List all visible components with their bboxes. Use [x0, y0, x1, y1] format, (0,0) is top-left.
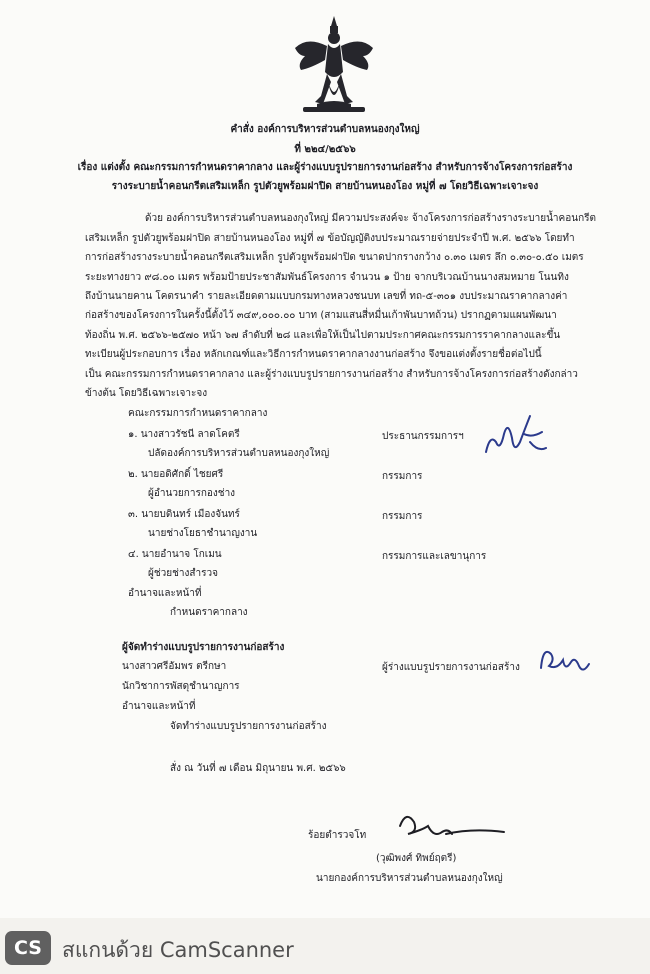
drafter-position: นักวิชาการพัสดุชำนาญการ	[122, 681, 240, 692]
body-line: เป็น คณะกรรมการกำหนดราคากลาง และผู้ร่างแบบรูปรายการงานก่อสร้าง สำหรับการจ้างโครงการก่อสร้างดังกล่าว	[85, 369, 578, 380]
body-line: ทะเบียนผู้ประกอบการ เรื่อง หลักเกณฑ์และวิธีการกำหนดราคากลางงานก่อสร้าง จึงขอแต่งตั้งรายชื่อต่อไปนี้	[85, 349, 542, 360]
member-position: นายช่างโยธาชำนาญงาน	[148, 528, 258, 539]
committee-heading: คณะกรรมการกำหนดราคากลาง	[128, 408, 268, 419]
order-subject-line2: รางระบายน้ำคอนกรีตเสริมเหล็ก รูปตัวยูพร้อมฝาปิด สายบ้านหนองโอง หมู่ที่ ๗ โดยวิธีเฉพาะเจาะจง	[111, 181, 539, 192]
member-name: ๓. นายบดินทร์ เมืองจันทร์	[128, 509, 240, 520]
garuda-emblem-icon	[293, 12, 375, 120]
chairman-signature	[480, 412, 552, 464]
body-line: ข้างต้น โดยวิธีเฉพาะเจาะจง	[85, 388, 208, 399]
drafter-duty-heading: อำนาจและหน้าที่	[122, 701, 196, 712]
body-line: ด้วย องค์การบริหารส่วนตำบลหนองกุงใหญ่ มีความประสงค์จะ จ้างโครงการก่อสร้างรางระบายน้ำคอนกรีต	[145, 213, 596, 224]
body-line: ท้องถิ่น พ.ศ. ๒๕๖๖-๒๕๗๐ หน้า ๖๗ ลำดับที่ ๒๘ และเพื่อให้เป็นไปตามประกาศคณะกรรมการราคากลางและขึ้น	[85, 330, 561, 341]
drafter-role: ผู้ร่างแบบรูปรายการงานก่อสร้าง	[382, 662, 520, 673]
member-position: ผู้อำนวยการกองช่าง	[148, 488, 236, 499]
body-line: การก่อสร้างรางระบายน้ำคอนกรีตเสริมเหล็ก รูปตัวยูพร้อมฝาปิด ขนาดปากรางกว้าง ๐.๓๐ เมตร ลึก ๐.๓๐-๐.๕๐ เมตร	[85, 252, 584, 263]
body-line: ถึงบ้านนายคาน โคตรนาคำ รายละเอียดตามแบบกรมทางหลวงชนบท เลขที่ ทถ-๕-๓๐๑ งบประมาณราคากลางค่า	[85, 291, 568, 302]
body-line: ก่อสร้างของโครงการในครั้งนี้ตั้งไว้ ๓๔๙,๐๐๐.๐๐ บาท (สามแสนสี่หมื่นเก้าพันบาทถ้วน) ปรากฏตามแผนพัฒนา	[85, 310, 557, 321]
order-date: สั่ง ณ วันที่ ๗ เดือน มิถุนายน พ.ศ. ๒๕๖๖	[170, 763, 346, 774]
order-subject-line1: เรื่อง แต่งตั้ง คณะกรรมการกำหนดราคากลาง และผู้ร่างแบบรูปรายการงานก่อสร้าง สำหรับการจ้างโครงการก่อสร้าง	[77, 162, 573, 173]
body-line: ระยะทางยาว ๙๘.๐๐ เมตร พร้อมป้ายประชาสัมพันธ์โครงการ จำนวน ๑ ป้าย จากบริเวณบ้านนางสมหมาย โนนทิง	[85, 272, 569, 283]
signer-name: (วุฒิพงศ์ ทิพย์ฤตรี)	[376, 853, 457, 864]
member-role: กรรมการและเลขานุการ	[382, 551, 487, 562]
order-header-title: คำสั่ง องค์การบริหารส่วนตำบลหนองกุงใหญ่	[230, 124, 420, 135]
body-line: เสริมเหล็ก รูปตัวยูพร้อมฝาปิด สายบ้านหนองโอง หมู่ที่ ๗ ข้อบัญญัติงบประมาณรายจ่ายประจำปี พ.ศ. ๒๕๖๖ โดยทำ	[85, 233, 575, 244]
camscanner-text: สแกนด้วย CamScanner	[62, 938, 294, 962]
member-name: ๒. นายอดิศักดิ์ ไชยศรี	[128, 469, 224, 480]
camscanner-footer	[0, 918, 650, 974]
drafter-duty-text: จัดทำร่างแบบรูปรายการงานก่อสร้าง	[170, 721, 327, 732]
signer-rank: ร้อยตำรวจโท	[308, 830, 367, 841]
camscanner-logo-icon: CS	[5, 931, 51, 965]
member-position: ผู้ช่วยช่างสำรวจ	[148, 568, 218, 579]
member-position: ปลัดองค์การบริหารส่วนตำบลหนองกุงใหญ่	[148, 448, 330, 459]
committee-duty-text: กำหนดราคากลาง	[170, 607, 248, 618]
member-role: กรรมการ	[382, 471, 423, 482]
member-role: กรรมการ	[382, 511, 423, 522]
mayor-signature	[392, 808, 512, 848]
committee-duty-heading: อำนาจและหน้าที่	[128, 588, 202, 599]
signer-title: นายกองค์การบริหารส่วนตำบลหนองกุงใหญ่	[316, 873, 503, 884]
member-name: ๔. นายอำนาจ โกเมน	[128, 549, 222, 560]
drafter-name: นางสาวศรีอัมพร ตรีกษา	[122, 661, 227, 672]
member-name: ๑. นางสาวรัชนี ลาดโคตรี	[128, 429, 240, 440]
drafter-heading: ผู้จัดทำร่างแบบรูปรายการงานก่อสร้าง	[122, 642, 285, 653]
order-number: ที่ ๒๒๔/๒๕๖๖	[294, 144, 356, 155]
member-role: ประธานกรรมการฯ	[382, 431, 464, 442]
drafter-signature	[535, 640, 595, 680]
